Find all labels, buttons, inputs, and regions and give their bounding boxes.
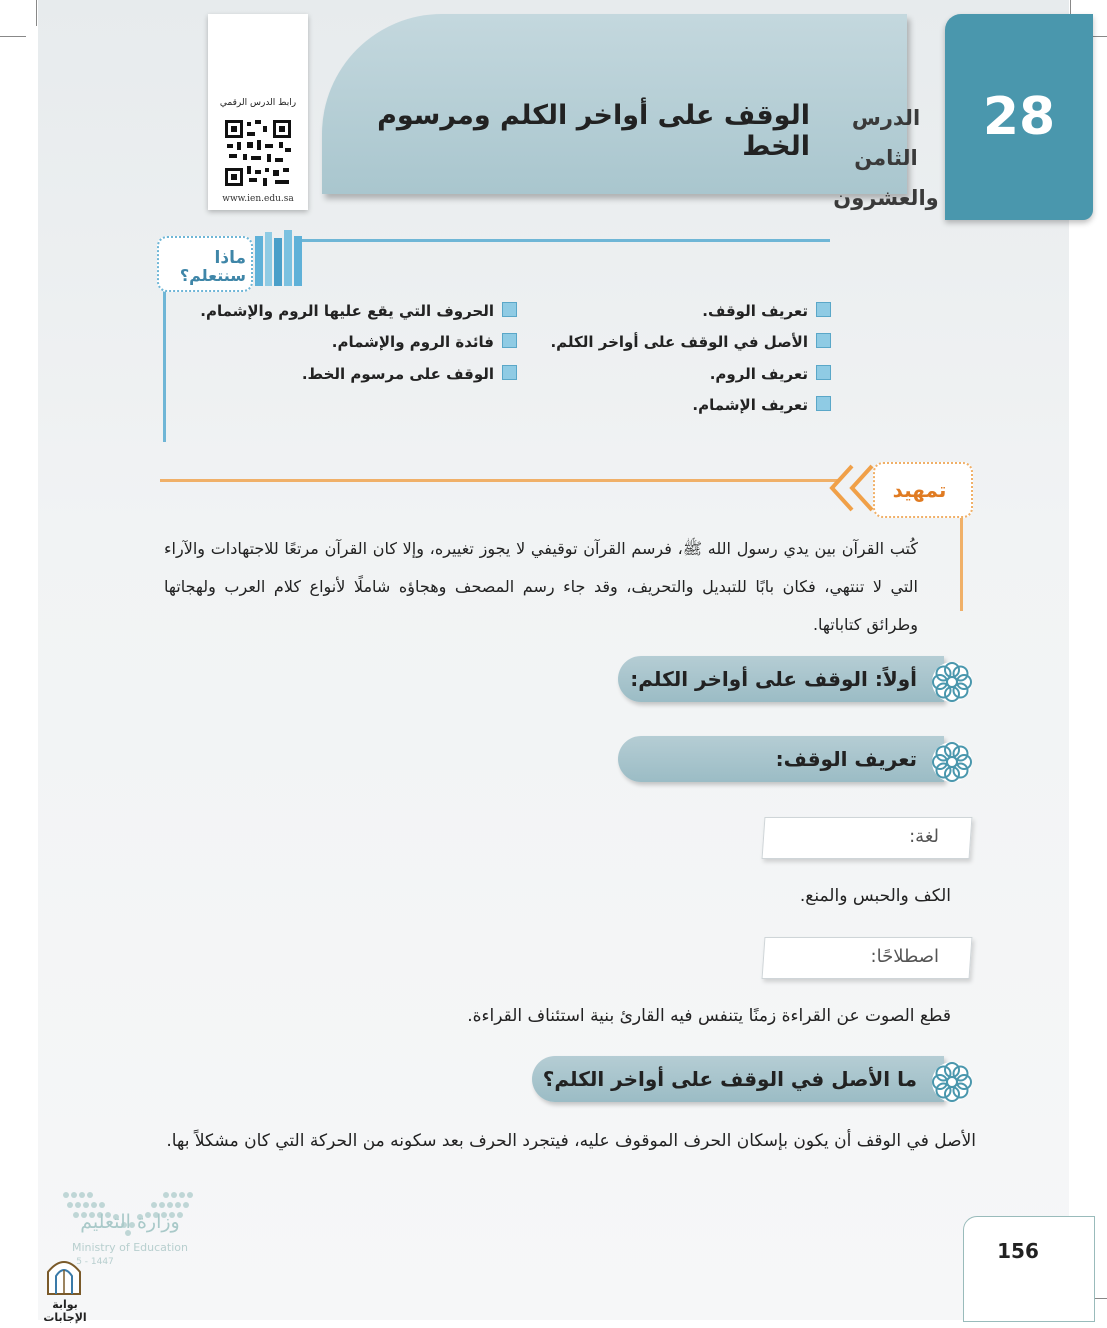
bullet-icon — [816, 302, 831, 317]
watermark-text: بوابة الإجابات — [43, 1298, 87, 1324]
crop-mark — [0, 36, 26, 37]
books-icon — [254, 228, 304, 288]
learn-item: الوقف على مرسوم الخط. — [302, 365, 517, 383]
learn-item: الأصل في الوقف على أواخر الكلم. — [550, 333, 831, 351]
learn-item: فائدة الروم والإشمام. — [332, 333, 517, 351]
learn-item: تعريف الروم. — [710, 365, 831, 383]
lesson-number: 28 — [945, 14, 1093, 220]
flower-ornament-icon — [930, 740, 974, 784]
lesson-label — [830, 98, 942, 218]
ministry-year: 5 - 1447 — [76, 1257, 114, 1267]
term-label-box — [762, 937, 973, 979]
intro-paragraph: كُتب القرآن بين يدي رسول الله ﷺ، فرسم القرآن توقيفي لا يجوز تغييره، وإلا كان القرآن مرتعًا للاجتهادات والآراء التي لا تنتهي، فكان بابًا للتبديل والتحريف، وقد جاء رسم المصحف وهجاؤه شاملًا لأنواع كلام العرب ولهجاتها وطرائق كتاباتها. — [164, 539, 918, 634]
qr-code-icon[interactable] — [223, 118, 293, 188]
lang-label-box — [762, 817, 973, 859]
learn-item: الحروف التي يقع عليها الروم والإشمام. — [200, 302, 517, 320]
qr-url[interactable]: www.ien.edu.sa — [222, 194, 294, 204]
learn-side-line — [163, 285, 166, 442]
section-title-origin: ما الأصل في الوقف على أواخر الكلم؟ — [542, 1067, 917, 1091]
bullet-icon — [502, 365, 517, 380]
page-number-box — [963, 1216, 1095, 1322]
bullet-icon — [816, 396, 831, 411]
bullet-icon — [502, 302, 517, 317]
section-title-first: أولاً: الوقف على أواخر الكلم: — [630, 667, 917, 691]
qr-card[interactable] — [208, 14, 308, 210]
crop-mark — [36, 0, 37, 26]
lang-label: لغة: — [909, 826, 939, 847]
lesson-title: الوقف على أواخر الكلم ومرسوم الخط — [377, 100, 810, 162]
bullet-icon — [816, 333, 831, 348]
bullet-icon — [502, 333, 517, 348]
gate-logo-icon — [44, 1256, 84, 1296]
lesson-label-line2: والعشرون — [833, 186, 939, 210]
learn-divider — [300, 239, 830, 242]
page-number: 156 — [997, 1239, 1039, 1263]
ministry-name-ar: وزارة التعليم — [80, 1211, 180, 1233]
learn-badge-line1: ماذا — [214, 248, 246, 268]
intro-side-line — [960, 515, 963, 611]
lang-definition: الكف والحبس والمنع. — [799, 886, 951, 906]
intro-divider — [160, 479, 840, 482]
lesson-label-line1: الدرس الثامن — [851, 106, 921, 170]
learn-item: تعريف الإشمام. — [692, 396, 831, 414]
term-label: اصطلاحًا: — [870, 946, 939, 967]
flower-ornament-icon — [930, 1060, 974, 1104]
section-title-definition: تعريف الوقف: — [775, 747, 917, 771]
learn-badge-line2: سنتعلم؟ — [179, 266, 246, 285]
ministry-name-en: Ministry of Education — [71, 1241, 188, 1254]
learn-item: تعريف الوقف. — [702, 302, 831, 320]
flower-ornament-icon — [930, 660, 974, 704]
intro-label: تمهيد — [892, 478, 947, 502]
term-definition: قطع الصوت عن القراءة زمنًا يتنفس فيه القارئ بنية استئناف القراءة. — [467, 1006, 951, 1026]
bullet-icon — [816, 365, 831, 380]
origin-paragraph: الأصل في الوقف أن يكون بإسكان الحرف الموقوف عليه، فيتجرد الحرف بعد سكونه من الحركة التي كان مشكلاً بها. — [166, 1131, 976, 1151]
qr-label: رابط الدرس الرقمي — [219, 98, 297, 108]
